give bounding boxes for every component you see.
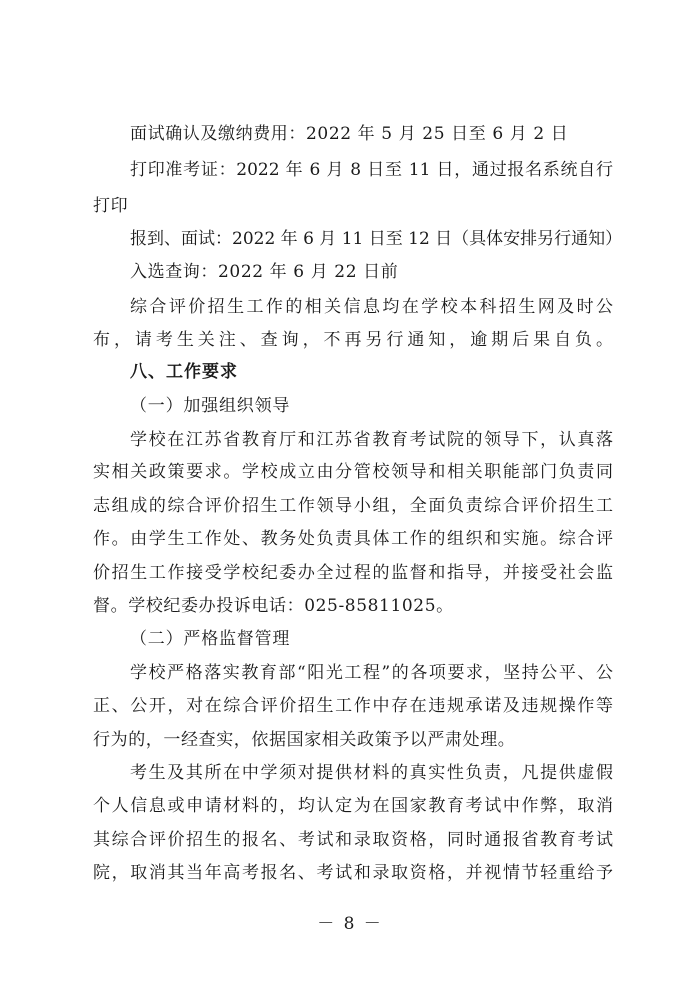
schedule-print-ticket-line1: 打印准考证：2022 年 6 月 8 日至 11 日，通过报名系统自行: [130, 160, 613, 180]
sub2-para2-line-1: 考生及其所在中学须对提供材料的真实性负责，凡提供虚假: [130, 763, 613, 783]
sub2-para1-line-1: 学校严格落实教育部“阳光工程”的各项要求，坚持公平、公: [130, 663, 613, 683]
sub2-para2-line-3: 其综合评价招生的报名、考试和录取资格，同时通报省教育考试: [93, 830, 613, 850]
sub2-para1-line-3: 行为的，一经查实，依据国家相关政策予以严肃处理。: [93, 730, 516, 750]
notice-line2: 布，请考生关注、查询，不再另行通知，逾期后果自负。: [93, 330, 613, 350]
subsection-2-title: （二）严格监督管理: [130, 629, 291, 649]
sub2-para1-line-2: 正、公开，对在综合评价招生工作中存在违规承诺及违规操作等: [93, 696, 613, 716]
notice-line1: 综合评价招生工作的相关信息均在学校本科招生网及时公: [130, 297, 613, 317]
schedule-print-ticket-line2: 打印: [93, 196, 129, 216]
sub2-para2-line-4: 院，取消其当年高考报名、考试和录取资格，并视情节轻重给予: [93, 863, 613, 883]
schedule-report-interview: 报到、面试：2022 年 6 月 11 日至 12 日（具体安排另行通知）: [130, 229, 623, 249]
schedule-interview-confirm: 面试确认及缴纳费用：2022 年 5 月 25 日至 6 月 2 日: [130, 124, 569, 144]
sub1-line-4: 作。由学生工作处、教务处负责具体工作的组织和实施。综合评: [93, 529, 613, 549]
sub1-line-5: 价招生工作接受学校纪委办全过程的监督和指导，并接受社会监: [93, 563, 613, 583]
sub1-line-2: 实相关政策要求。学校成立由分管校领导和相关职能部门负责同: [93, 462, 613, 482]
section-8-title: 八、工作要求: [130, 362, 238, 382]
sub2-para2-line-2: 个人信息或申请材料的，均认定为在国家教育考试中作弊，取消: [93, 796, 613, 816]
subsection-1-title: （一）加强组织领导: [130, 396, 291, 416]
sub1-line-3: 志组成的综合评价招生工作领导小组，全面负责综合评价招生工: [93, 496, 613, 516]
page-number: － 8 －: [317, 914, 383, 934]
sub1-line-1: 学校在江苏省教育厅和江苏省教育考试院的领导下，认真落: [130, 430, 613, 450]
schedule-selection-query: 入选查询：2022 年 6 月 22 日前: [130, 262, 399, 282]
sub1-line-6: 督。学校纪委办投诉电话：025-85811025。: [93, 596, 454, 616]
